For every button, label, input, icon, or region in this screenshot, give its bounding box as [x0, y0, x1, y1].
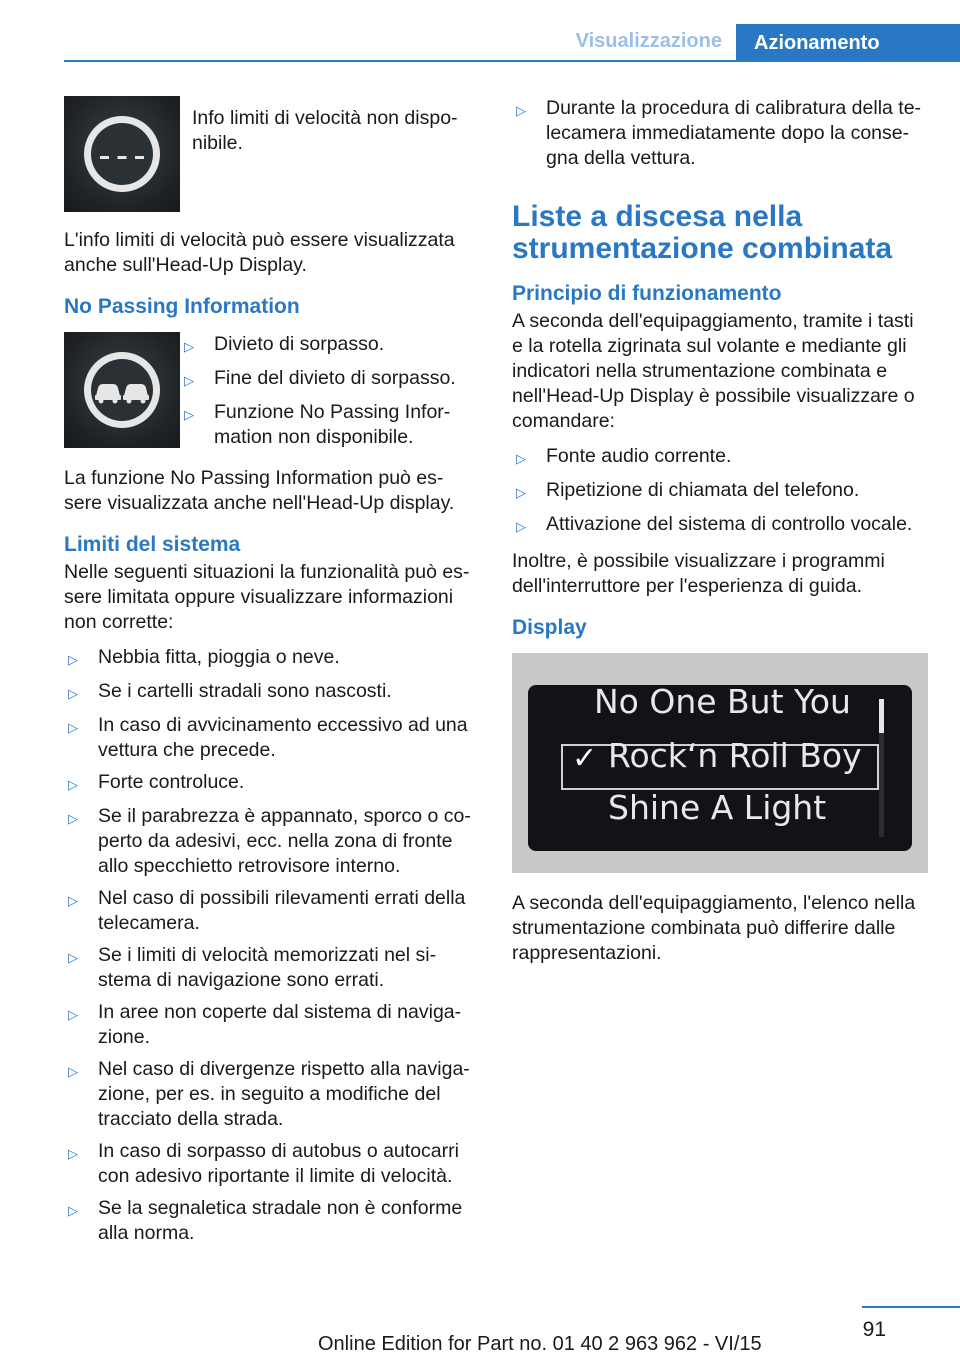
extra-paragraph: Inoltre, è possibile visualizzare i programmi dell'interruttore per l'esperienza di guida.: [512, 550, 885, 597]
triangle-bullet-icon: ▷: [516, 485, 526, 500]
no-passing-icon: [64, 332, 180, 448]
cluster-screen: [528, 682, 912, 851]
list-item: ▷ Attivazione del sistema di controllo vocale.: [512, 512, 928, 539]
list-item: ▷ Forte controluce.: [64, 770, 476, 797]
triangle-bullet-icon: ▷: [68, 1146, 78, 1161]
display-heading: Display: [512, 616, 587, 639]
display-figure: [512, 653, 928, 873]
triangle-bullet-icon: ▷: [68, 686, 78, 701]
speed-info-block: [64, 96, 476, 212]
calibration-list: [512, 96, 928, 171]
display-row: Shine A Light: [608, 788, 827, 827]
list-item: ▷ Nel caso di divergenze rispetto alla naviga-zione, per es. in seguito a modifiche del tracciato della strada.: [64, 1057, 476, 1132]
list-item: ▷ Durante la procedura di calibratura della te-lecamera immediatamente dopo la conse-gna della vettura.: [512, 96, 928, 171]
right-column: [512, 96, 928, 982]
nopassing-heading: No Passing Information: [64, 295, 300, 318]
headup-paragraph: L'info limiti di velocità può essere visualizzata anche sull'Head-Up Display.: [64, 229, 455, 276]
list-item: ▷ In aree non coperte dal sistema di naviga-zione.: [64, 1000, 476, 1050]
list-item: ▷ Divieto di sorpasso.: [180, 332, 476, 359]
edition-text: Online Edition for Part no. 01 40 2 963 962 - VI/15: [318, 1333, 762, 1355]
footer-rule: [862, 1306, 960, 1308]
triangle-bullet-icon: ▷: [516, 519, 526, 534]
display-row-selected: Rock‘n Roll Boy: [608, 736, 862, 775]
triangle-bullet-icon: ▷: [68, 1203, 78, 1218]
triangle-bullet-icon: ▷: [516, 451, 526, 466]
list-item: ▷ Fine del divieto di sorpasso.: [180, 366, 476, 393]
list-item: ▷ Nebbia fitta, pioggia o neve.: [64, 645, 476, 672]
triangle-bullet-icon: ▷: [516, 103, 526, 118]
limits-heading: Limiti del sistema: [64, 533, 241, 556]
list-item: ▷ Se il parabrezza è appannato, sporco o co-perto da adesivi, ecc. nella zona di fronte allo specchietto retrovisore interno.: [64, 804, 476, 879]
triangle-bullet-icon: ▷: [68, 652, 78, 667]
list-item: ▷ Se la segnaletica stradale non è conforme alla norma.: [64, 1196, 476, 1246]
speed-limit-unavailable-icon: [64, 96, 180, 212]
list-item: ▷ In caso di sorpasso di autobus o autocarri con adesivo riportante il limite di velocità.: [64, 1139, 476, 1189]
triangle-bullet-icon: ▷: [68, 1007, 78, 1022]
principle-list: [512, 444, 928, 539]
left-column: [64, 96, 476, 1262]
triangle-bullet-icon: ▷: [184, 339, 194, 354]
speed-info-text: Info limiti di velocità non dispo-nibile.: [192, 107, 458, 154]
tab-azionamento[interactable]: Azionamento: [736, 24, 960, 62]
limits-intro: Nelle seguenti situazioni la funzionalità può es-sere limitata oppure visualizzare informazioni non corrette:: [64, 561, 470, 633]
header-rule: [64, 60, 960, 62]
section-title: Liste a discesa nella strumentazione combinata: [512, 200, 893, 265]
principle-paragraph: A seconda dell'equipaggiamento, tramite i tasti e la rotella zigrinata sul volante e mediante gli indicatori nella strumentazione combinata e nell'Head-Up Display è possibile visualizzare o comandare:: [512, 310, 915, 432]
triangle-bullet-icon: ▷: [68, 893, 78, 908]
triangle-bullet-icon: ▷: [184, 373, 194, 388]
page-header: [0, 0, 960, 62]
nopassing-paragraph: La funzione No Passing Information può es-sere visualizzata anche nell'Head-Up display.: [64, 467, 455, 514]
list-item: ▷ Se i cartelli stradali sono nascosti.: [64, 679, 476, 706]
triangle-bullet-icon: ▷: [68, 1064, 78, 1079]
triangle-bullet-icon: ▷: [68, 811, 78, 826]
display-caption: A seconda dell'equipaggiamento, l'elenco nella strumentazione combinata può differire dalle rappresentazioni.: [512, 892, 916, 964]
nopassing-list: [180, 332, 476, 450]
principle-heading: Principio di funzionamento: [512, 282, 782, 305]
nopassing-block: [64, 332, 476, 450]
list-item: ▷ Ripetizione di chiamata del telefono.: [512, 478, 928, 505]
triangle-bullet-icon: ▷: [68, 950, 78, 965]
triangle-bullet-icon: ▷: [68, 777, 78, 792]
limits-list: [64, 645, 476, 1246]
tab-visualizzazione[interactable]: Visualizzazione: [575, 30, 722, 52]
list-item: ▷ Fonte audio corrente.: [512, 444, 928, 471]
checkmark-icon: ✓: [572, 742, 598, 775]
list-item: ▷ Funzione No Passing Infor-mation non disponibile.: [180, 400, 476, 450]
triangle-bullet-icon: ▷: [184, 407, 194, 422]
display-row: No One But You: [594, 682, 851, 721]
list-item: ▷ Nel caso di possibili rilevamenti errati della telecamera.: [64, 886, 476, 936]
list-item: ▷ In caso di avvicinamento eccessivo ad una vettura che precede.: [64, 713, 476, 763]
list-item: ▷ Se i limiti di velocità memorizzati nel si-stema di navigazione sono errati.: [64, 943, 476, 993]
page-number: 91: [862, 1318, 886, 1341]
scroll-thumb: [879, 699, 884, 733]
triangle-bullet-icon: ▷: [68, 720, 78, 735]
